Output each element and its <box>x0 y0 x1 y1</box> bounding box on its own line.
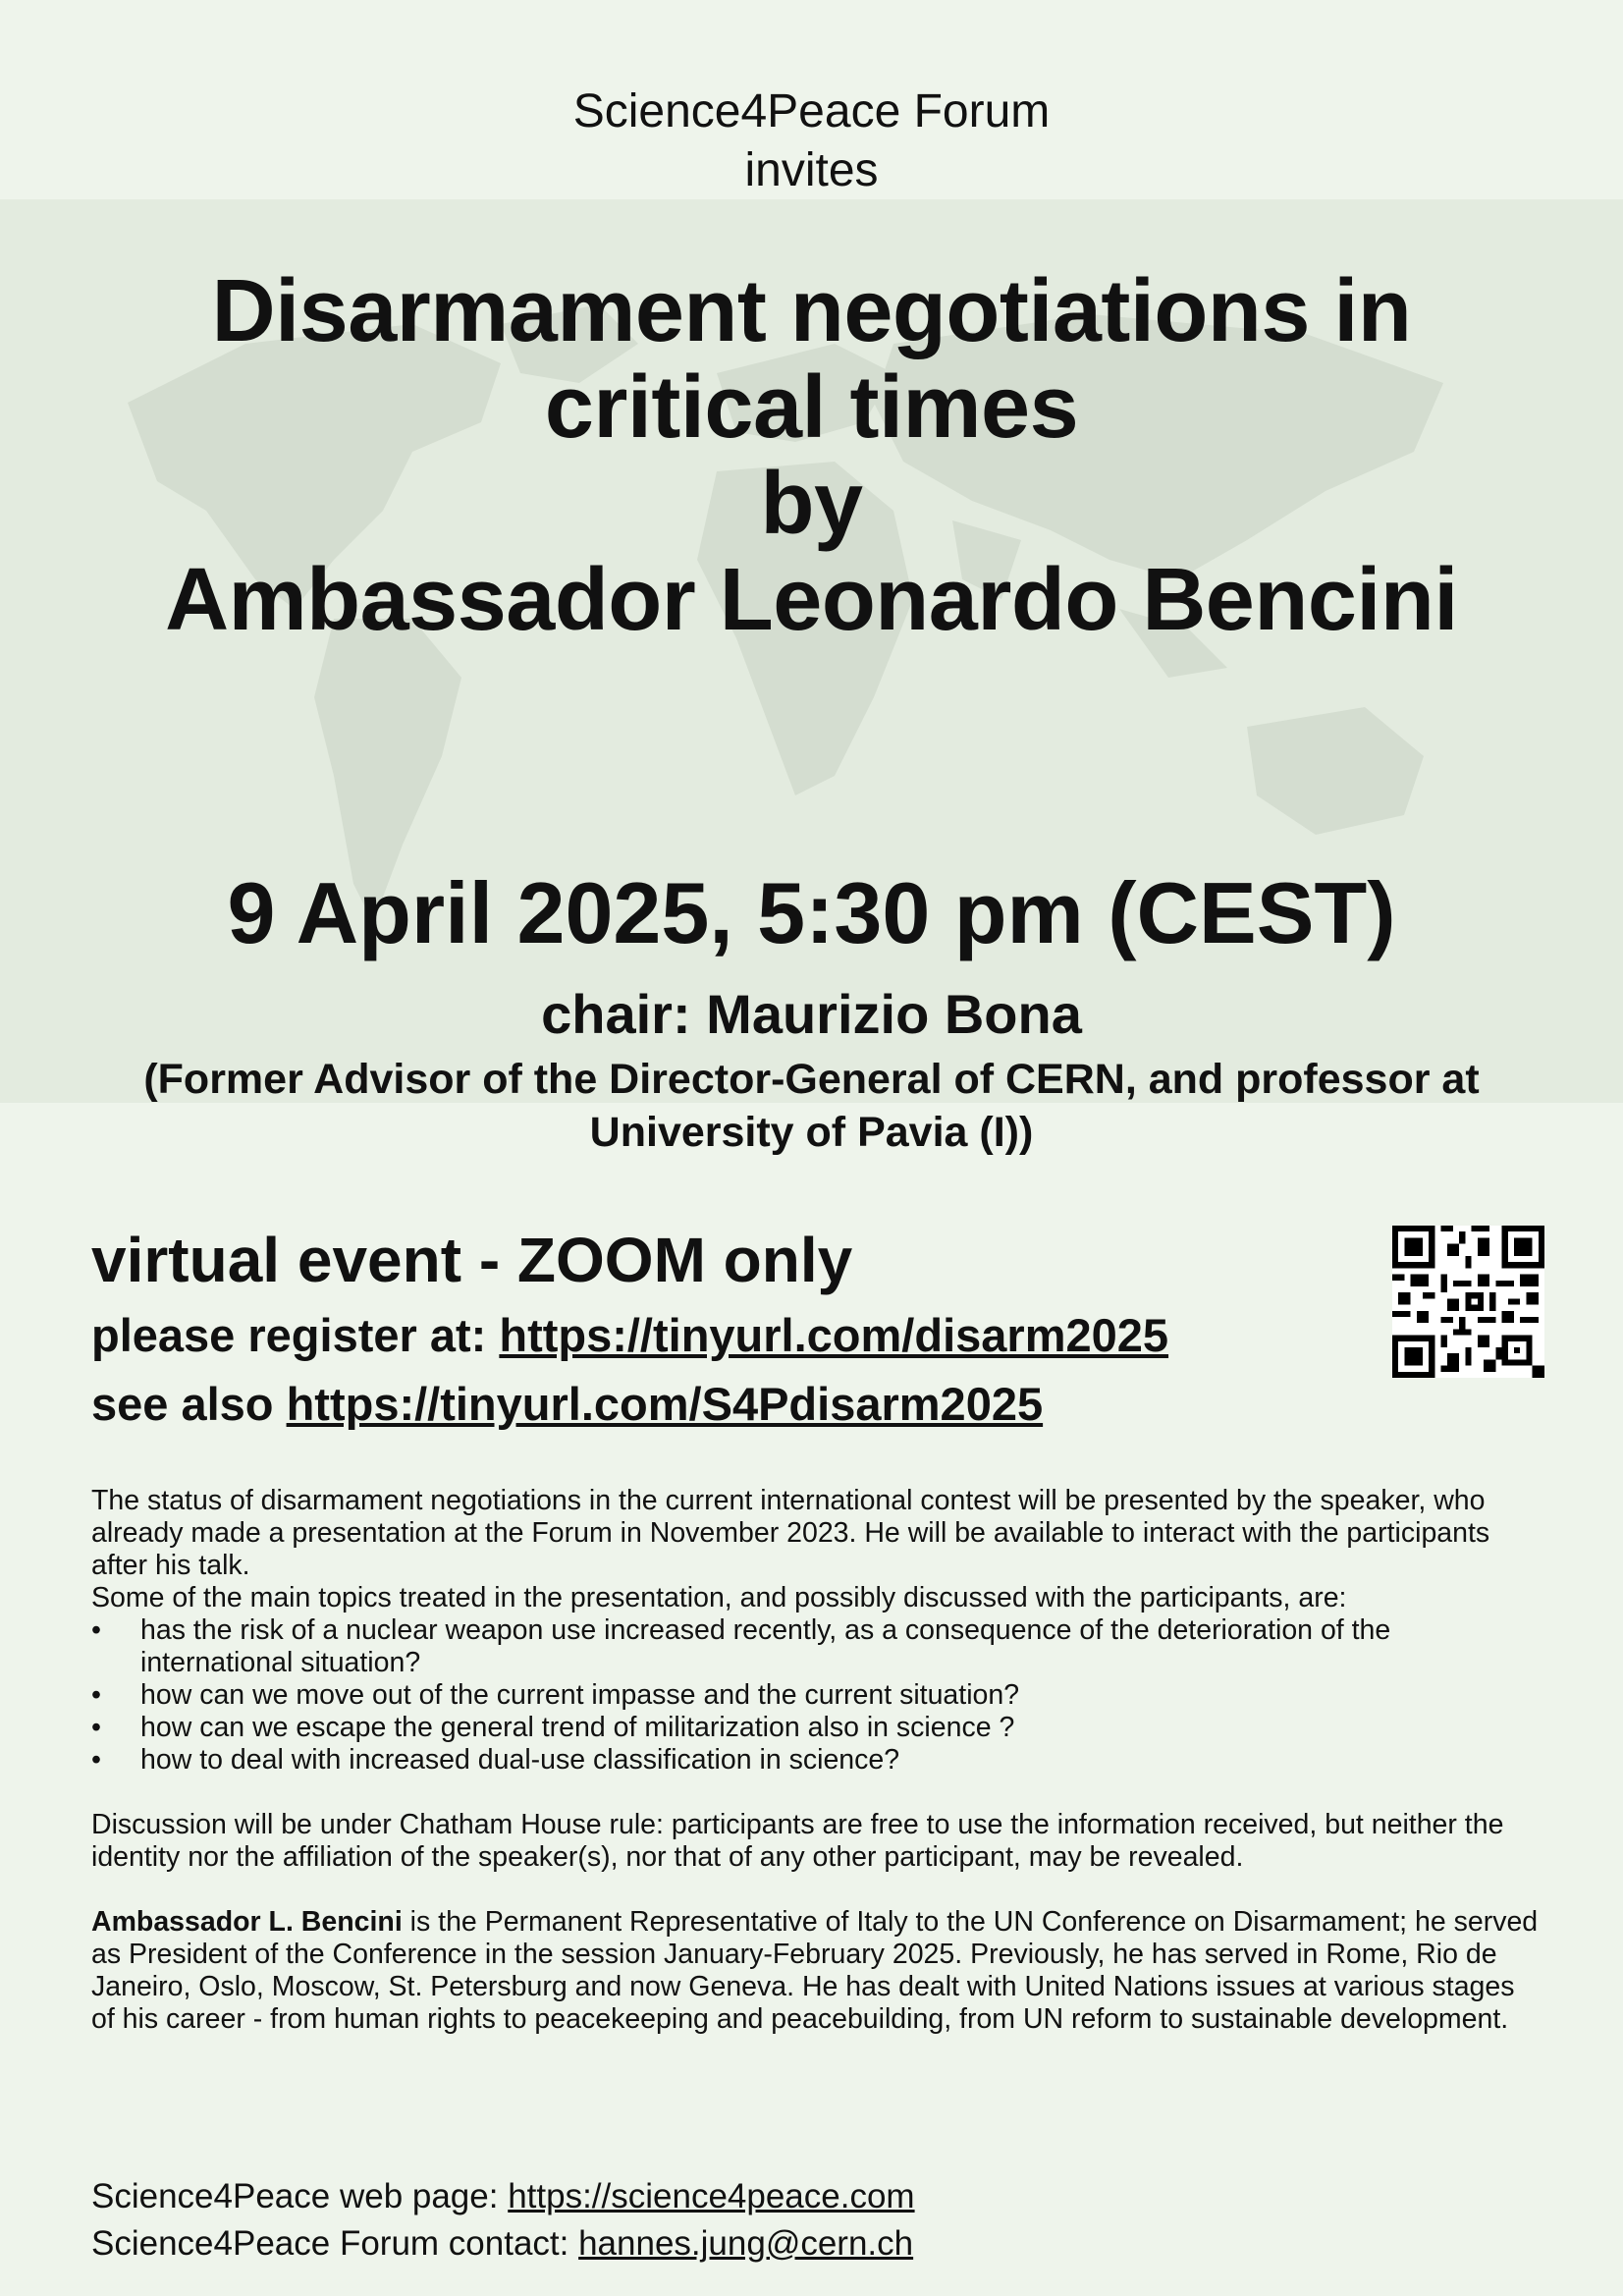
bio-text: is the Permanent Representative of Italy to the UN Conference on Disarmament; he served as President of the Conference in the session January-February 2025. Previously, he has served in Rome, Rio de Janeiro, Oslo, Moscow, St. Petersburg and now Geneva. He has dealt with United Nations issues at various stages of his career - from human rights to peacekeeping and peacebuilding, from UN reform to sustainable development. <box>91 1906 1539 2035</box>
title-line-1: Disarmament negotiations in <box>211 262 1412 360</box>
bullet: • <box>91 1744 101 1776</box>
intro-paragraph: The status of disarmament negotiations in the current international contest will be presented by the speaker, who already made a presentation at the Forum in November 2023. He will be available to interact with the participants after his talk. <box>91 1485 1490 1581</box>
list-item: • how to deal with increased dual-use classification in science? <box>91 1744 900 1776</box>
affiliation-line-1: (Former Advisor of the Director-General of CERN, and professor at <box>143 1056 1480 1103</box>
list-item: • how can we move out of the current impasse and the current situation? <box>91 1679 1020 1711</box>
header <box>0 82 1623 200</box>
seealso-label: see also <box>91 1378 287 1430</box>
contact-link[interactable]: hannes.jung@cern.ch <box>578 2224 914 2263</box>
contact-label: Science4Peace Forum contact: <box>91 2224 579 2263</box>
list-item: • how can we escape the general trend of militarization also in science ? <box>91 1712 1015 1743</box>
bullet: • <box>91 1614 101 1646</box>
contact-line <box>91 2220 915 2268</box>
invites-text: invites <box>744 144 879 196</box>
title-line-3: by <box>760 455 863 553</box>
bullet: • <box>91 1679 101 1711</box>
speaker-name: Ambassador Leonardo Bencini <box>165 551 1458 649</box>
web-link[interactable]: https://science4peace.com <box>508 2177 915 2215</box>
affiliation-line-2: University of Pavia (I)) <box>589 1109 1034 1156</box>
topics-list <box>91 1614 1544 1777</box>
chair-affiliation <box>0 1053 1623 1159</box>
bio-name: Ambassador L. Bencini <box>91 1906 403 1938</box>
seealso-link[interactable]: https://tinyurl.com/S4Pdisarm2025 <box>286 1378 1044 1430</box>
footer <box>91 2173 915 2268</box>
register-line <box>91 1301 1168 1370</box>
web-label: Science4Peace web page: <box>91 2177 509 2215</box>
bullet: • <box>91 1712 101 1743</box>
registration <box>91 1301 1168 1439</box>
event-format: virtual event - ZOOM only <box>91 1225 853 1295</box>
chair: chair: Maurizio Bona <box>541 983 1082 1045</box>
description <box>91 1485 1544 2036</box>
speaker-bio <box>91 1906 1544 2036</box>
topics-intro: Some of the main topics treated in the presentation, and possibly discussed with the participants, are: <box>91 1582 1347 1613</box>
event-date: 9 April 2025, 5:30 pm (CEST) <box>227 864 1396 961</box>
web-line <box>91 2173 915 2220</box>
title-line-2: critical times <box>544 358 1079 457</box>
seealso-line <box>91 1370 1168 1439</box>
chatham-house-rule: Discussion will be under Chatham House rule: participants are free to use the information received, but neither the identity nor the affiliation of the speaker(s), nor that of any other participant, may be revealed. <box>91 1809 1504 1873</box>
register-label: please register at: <box>91 1309 500 1361</box>
qr-code-icon <box>1392 1226 1544 1378</box>
org-name: Science4Peace Forum <box>572 85 1051 137</box>
register-link[interactable]: https://tinyurl.com/disarm2025 <box>499 1309 1169 1361</box>
list-item: • has the risk of a nuclear weapon use increased recently, as a consequence of the deterioration of the international situation? <box>91 1614 1391 1678</box>
talk-title <box>0 263 1623 648</box>
